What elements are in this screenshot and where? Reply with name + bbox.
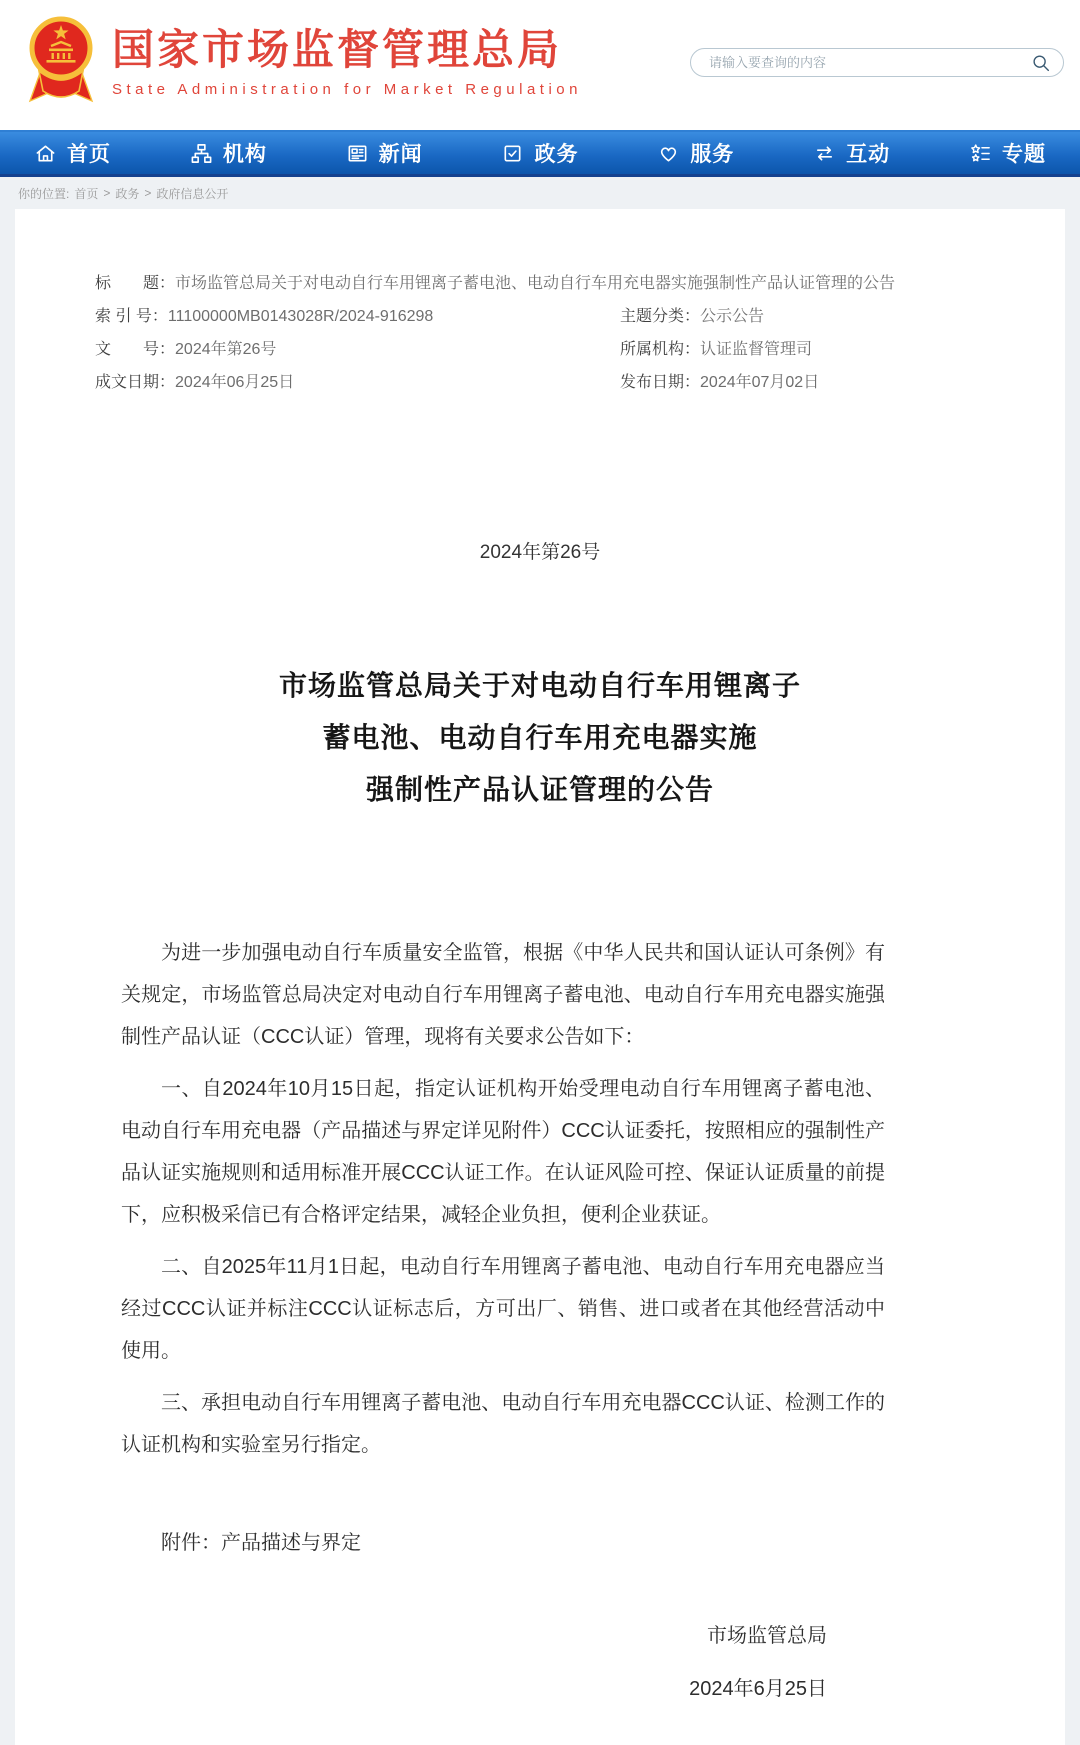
meta-label-title: 标 题：: [95, 275, 176, 292]
document-title-line: 蓄电池、电动自行车用充电器实施: [322, 722, 758, 753]
main-nav: [0, 130, 1080, 177]
nav-item-org[interactable]: [190, 138, 267, 168]
nav-item-news[interactable]: [346, 138, 423, 168]
meta-row-written-date: 成文日期： 2024年06月25日: [95, 374, 295, 391]
document-paragraph: 三、承担电动自行车用锂离子蓄电池、电动自行车用充电器CCC认证、检测工作的认证机构和实验室另行指定。: [121, 1392, 885, 1456]
service-heart-icon: [657, 142, 680, 165]
interact-arrows-icon: [813, 142, 836, 165]
site-title: 国家市场监督管理总局: [112, 26, 563, 73]
document-title-line: 强制性产品认证管理的公告: [365, 774, 714, 805]
search-icon: [1030, 52, 1052, 74]
gov-affairs-icon: [501, 142, 524, 165]
nav-item-topic[interactable]: [969, 138, 1046, 168]
signature-agency: 市场监管总局: [707, 1625, 827, 1647]
breadcrumb-link-gov[interactable]: 政务: [115, 186, 140, 201]
search-input[interactable]: [691, 55, 1030, 70]
search-button[interactable]: [1030, 52, 1063, 74]
breadcrumb: [0, 177, 1080, 209]
document-number: 2024年第26号: [479, 542, 601, 563]
meta-row-title: [95, 267, 1025, 300]
meta-row-index-no: 索 引 号： 11100000MB0143028R/2024-916298: [95, 308, 434, 325]
breadcrumb-separator: >: [103, 186, 111, 200]
breadcrumb-link-info-disclosure[interactable]: 政府信息公开: [156, 186, 229, 201]
nav-label: 新闻: [378, 143, 423, 166]
content-card: [15, 209, 1065, 1745]
org-icon: [190, 142, 213, 165]
document-body: [15, 932, 1065, 1466]
meta-row-doc-no: 文 号： 2024年第26号: [95, 341, 277, 358]
document-paragraph: 为进一步加强电动自行车质量安全监管，根据《中华人民共和国认证认可条例》有关规定，市场监管总局决定对电动自行车用锂离子蓄电池、电动自行车用充电器实施强制性产品认证（CCC认证）管理，现将有关要求公告如下：: [121, 942, 885, 1048]
nav-label: 服务: [690, 143, 735, 166]
nav-item-home[interactable]: [34, 138, 111, 168]
site-header: [0, 0, 1080, 130]
nav-item-interact[interactable]: [813, 138, 890, 168]
news-icon: [346, 142, 369, 165]
nav-label: 机构: [222, 143, 267, 166]
site-title-block: [112, 14, 582, 98]
document-paragraph: 二、自2025年11月1日起，电动自行车用锂离子蓄电池、电动自行车用充电器应当经过CCC认证并标注CCC认证标志后，方可出厂、销售、进口或者在其他经营活动中使用。: [121, 1256, 885, 1362]
site-logo-link[interactable]: [24, 14, 582, 112]
home-icon: [34, 142, 57, 165]
national-emblem-icon: [24, 14, 98, 112]
search-box: [690, 48, 1064, 77]
nav-label: 首页: [67, 143, 111, 166]
site-subtitle: State Administration for Market Regulation: [112, 81, 582, 99]
document-title-line: 市场监管总局关于对电动自行车用锂离子: [278, 670, 801, 701]
signature-block: [15, 1619, 1065, 1701]
nav-label: 互动: [846, 143, 891, 166]
nav-item-service[interactable]: [657, 138, 734, 168]
breadcrumb-link-home[interactable]: 首页: [74, 186, 99, 201]
topic-star-icon: [969, 142, 992, 165]
document-title: [15, 660, 1065, 816]
meta-grid: [95, 300, 1025, 399]
meta-row-category: 主题分类： 公示公告: [620, 308, 765, 325]
breadcrumb-prefix: 你的位置:: [18, 186, 70, 201]
nav-label: 专题: [1001, 143, 1046, 166]
document-meta: [15, 267, 1065, 399]
document-paragraph: 一、自2024年10月15日起，指定认证机构开始受理电动自行车用锂离子蓄电池、电动自行车用充电器（产品描述与界定详见附件）CCC认证委托，按照相应的强制性产品认证实施规则和适用标准开展CCC认证工作。在认证风险可控、保证认证质量的前提下，应积极采信已有合格评定结果，减轻企业负担，便利企业获证。: [121, 1078, 885, 1226]
signature-date: 2024年6月25日: [689, 1678, 827, 1700]
attachment-line: 附件：产品描述与界定: [161, 1532, 361, 1554]
meta-value-title: 市场监管总局关于对电动自行车用锂离子蓄电池、电动自行车用充电器实施强制性产品认证管理的公告: [175, 275, 896, 292]
nav-label: 政务: [534, 143, 579, 166]
breadcrumb-separator: >: [144, 186, 152, 200]
meta-row-agency: 所属机构： 认证监督管理司: [620, 341, 813, 358]
meta-row-publish-date: 发布日期： 2024年07月02日: [620, 374, 820, 391]
nav-item-gov-affairs[interactable]: [501, 138, 578, 168]
